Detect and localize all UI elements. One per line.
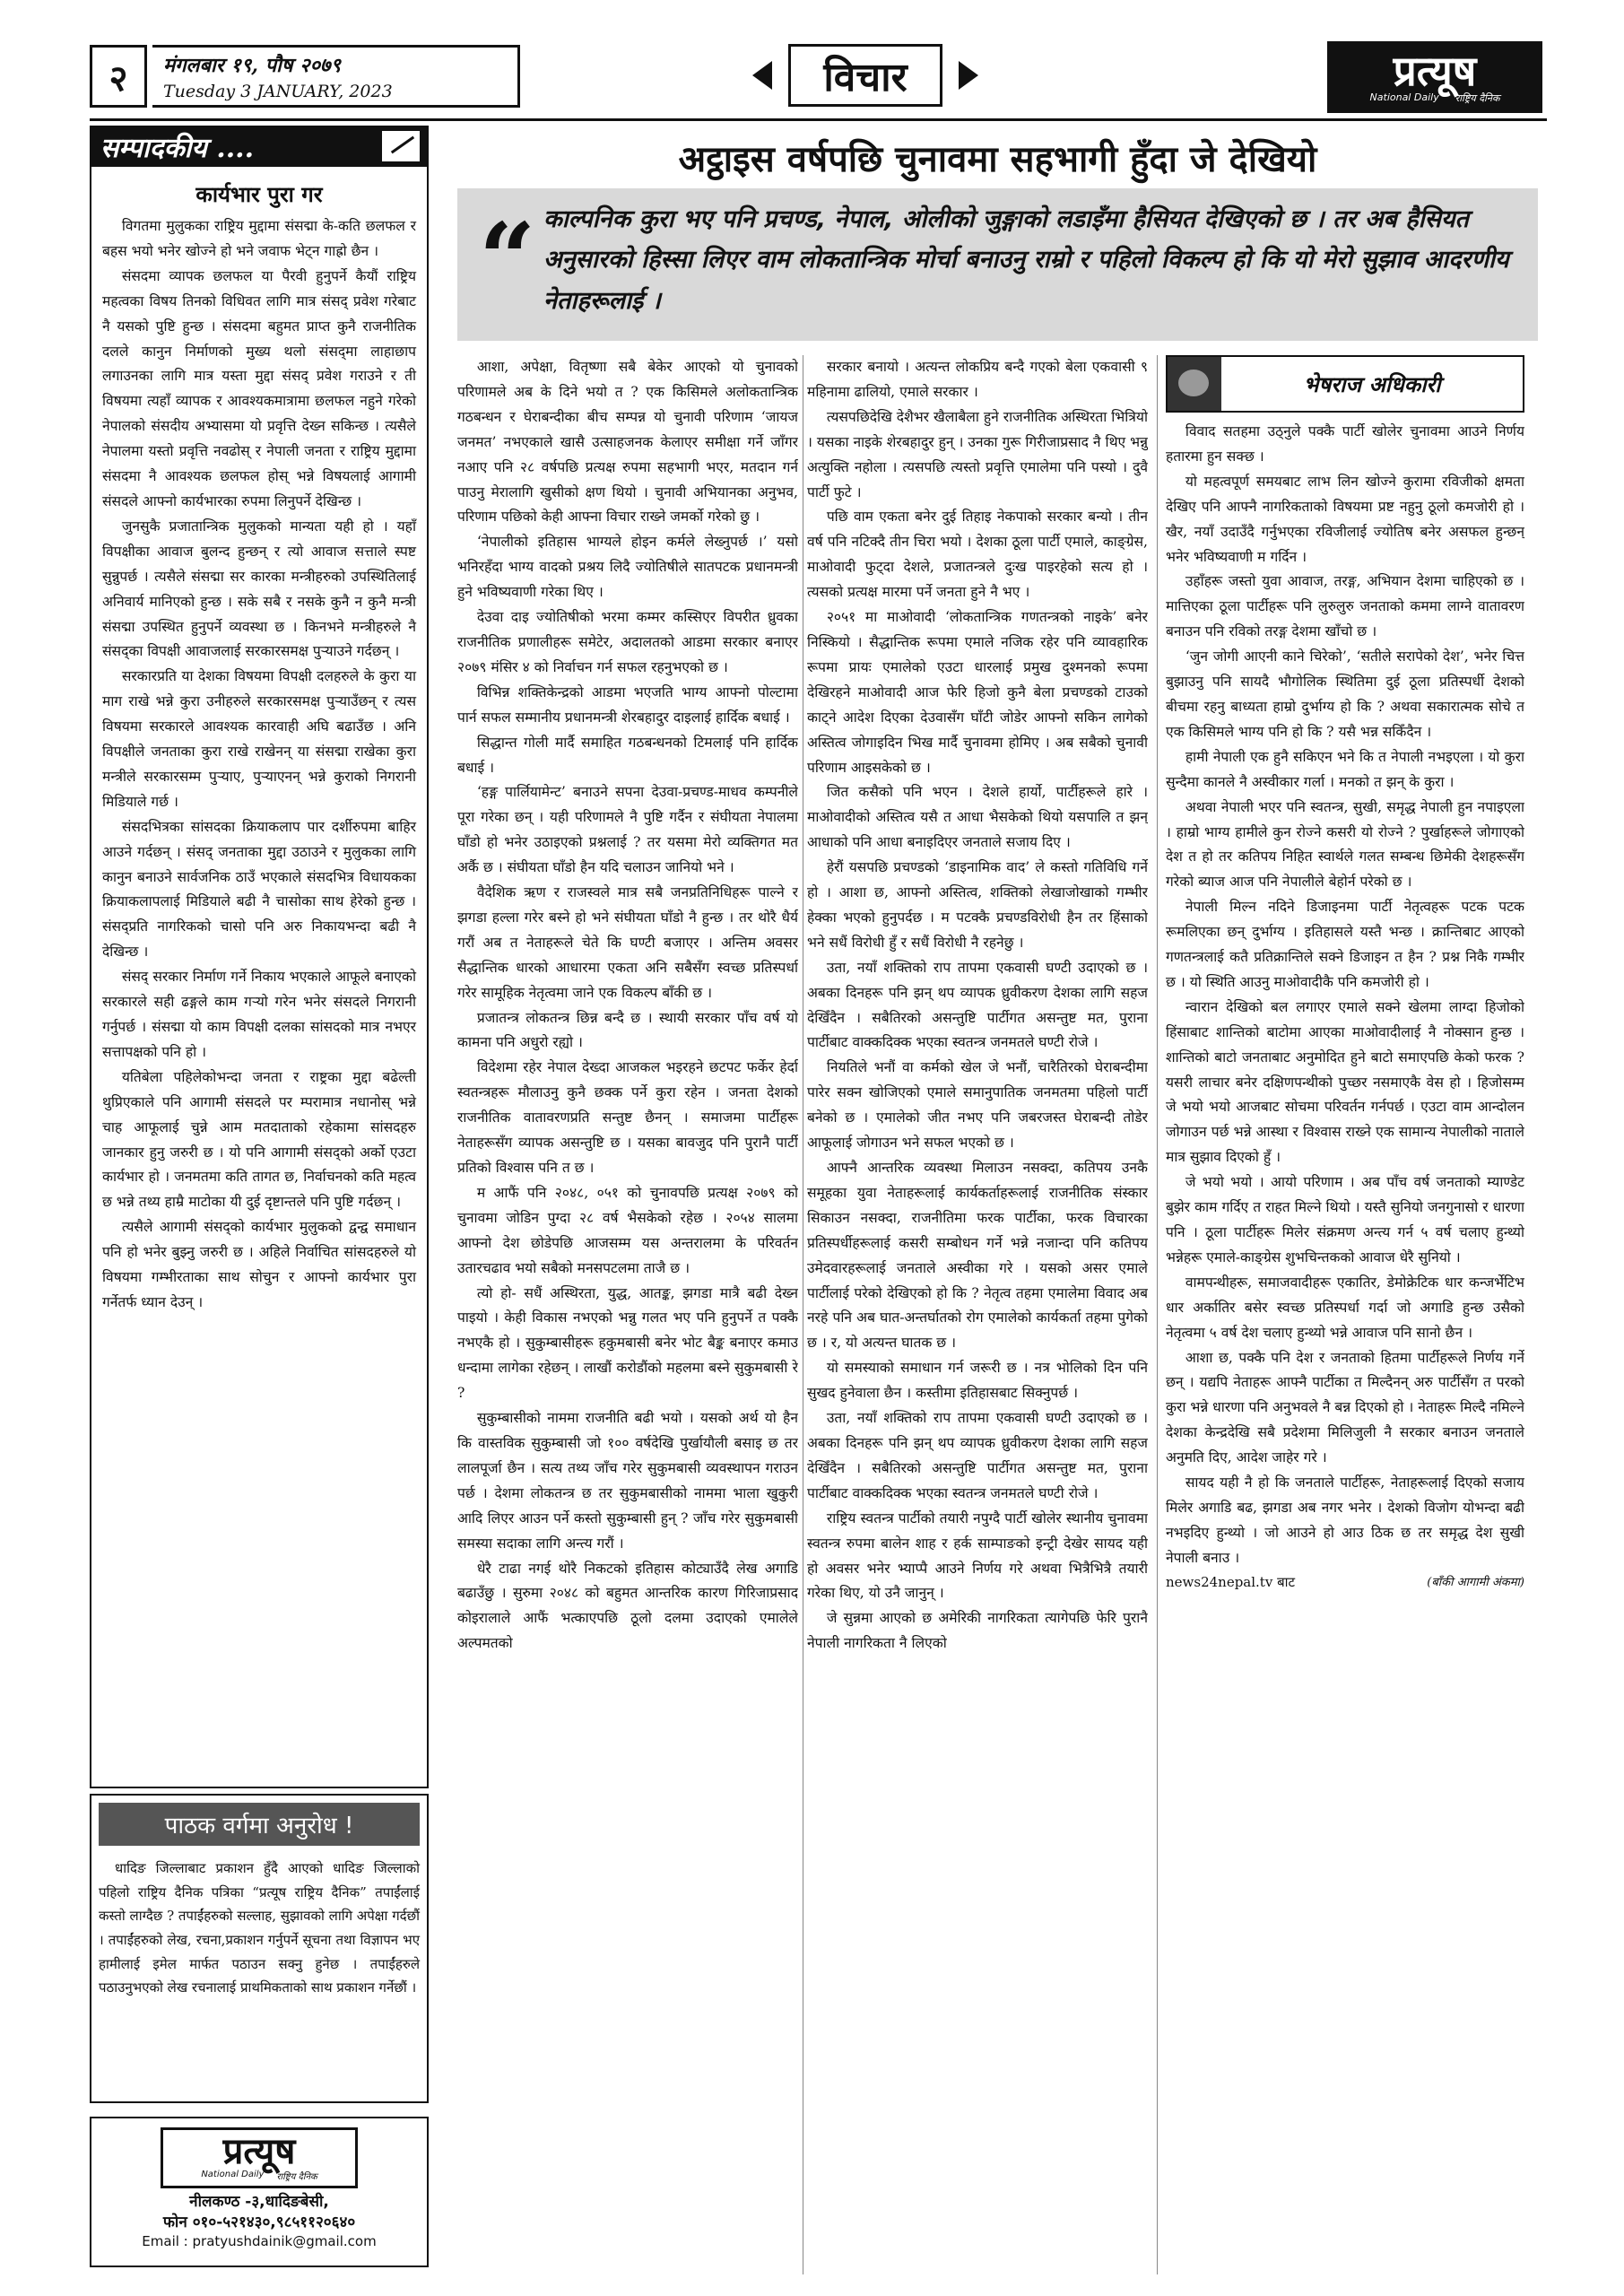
article-paragraph: जित कसैको पनि भएन । देशले हार्यो, पार्टीहरूले हारे । माओवादीको अस्तित्व यसै त आधा भैसकेको थियो यसपालि त झन् आधाको पनि आधा बनाइदिएर जनताले सजाय दिए । bbox=[807, 784, 1148, 851]
article-paragraph: विभिन्न शक्तिकेन्द्रको आडमा भएजति भाग्य आफ्नो पोल्टामा पार्न सफल सम्मानीय प्रधानमन्त्री शेरबहादुर दाइलाई हार्दिक बधाई । bbox=[457, 683, 798, 726]
editorial-paragraph: त्यसैले आगामी संसद्को कार्यभार मुलुकको द्वन्द्व समाधान पनि हो भनेर बुझ्नु जरुरी छ । अहिले निर्वाचित सांसदहरुले यो विषयमा गम्भीरताका साथ सोचुन र आफ्नो कार्यभार पुरा गर्नेतर्फ ध्यान देउन् । bbox=[102, 1219, 416, 1310]
editorial-paragraph: संसद् सरकार निर्माण गर्ने निकाय भएकाले आफूले बनाएको सरकारले सही ढङ्गले काम गऱ्यो गरेन भनेर संसदले निगरानी गर्नुपर्छ । संसद्मा यो काम विपक्षी दलका सांसदको मात्र नभएर सत्तापक्षको पनि हो । bbox=[102, 969, 416, 1060]
editorial-paragraph: जुनसुकै प्रजातान्त्रिक मुलुकको मान्यता यही हो । यहाँ विपक्षीका आवाज बुलन्द हुन्छन् र त्यो आवाज सत्ताले स्पष्ट सुन्नुपर्छ । त्यसैले संसद्मा सर कारका मन्त्रीहरुको उपस्थितिलाई अनिवार्य मानिएको हुन्छ । सके सबै र नसके कुनै न कुनै मन्त्री संसद्मा उपस्थित हुनुपर्ने व्यवस्था छ । किनभने मन्त्रीहरुले नै संसद्‌का विपक्षी आवाजलाई सरकारसमक्ष पुऱ्याउने गर्दछन् । bbox=[102, 517, 416, 660]
editorial-banner bbox=[90, 126, 429, 167]
article-paragraph: त्यो हो- सधैं अस्थिरता, युद्ध, आतङ्क, झगडा मात्रै बढी देख्न पाइयो । केही विकास नभएको भन्नु गलत भए पनि हुनुपर्ने त पक्कै नभएकै हो । सुकुम्बासीहरू हकुमबासी बनेर भोट बैङ्क बनाएर कमाउ धन्दामा लागेका रहेछन् । लाखौं करोडौंको महलमा बस्ने सुकुमबासी रे ? bbox=[457, 1284, 798, 1402]
date-nepali: मंगलबार १९, पौष २०७९ bbox=[163, 54, 341, 77]
editorial-paragraph: संसदमा व्यापक छलफल या पैरवी हुनुपर्ने कैयौं राष्ट्रिय महत्वका विषय तिनको विधिवत लागि मात्र संसद् प्रवेश गरेबाट नै यसको पुष्टि हुन्छ । संसदमा बहुमत प्राप्त कुनै राजनीतिक दलले कानुन निर्माणको मुख्य थलो संसद्‌मा लाहाछाप लगाउनका लागि मात्र यस्ता मुद्दा संसद् प्रवेश गराउने र ती विषयमा त्यहाँ व्यापक र आवश्यकमात्रामा छलफल नहुने गरेको नेपालको संसदीय अभ्यासमा यो प्रवृत्ति देख्न सकिन्छ । त्यसैले नेपालमा यस्तो प्रवृत्ति नवढोस् र नेपाली जनता र राष्ट्रिय मुद्दामा संसदमा नै आवश्यक छलफल होस् भन्ने विषयलाई आगामी संसदले आफ्नो कार्यभारका रुपमा लिनुपर्ने देखिन्छ । bbox=[102, 267, 416, 509]
article-paragraph: यो महत्वपूर्ण समयबाट लाभ लिन खोज्ने कुरामा रविजीको क्षमता देखिए पनि आफ्नै नागरिकताको विषयमा प्रष्ट नहुनु ठूलो कमजोरी हो । खैर, नयाँ उदाउँदै गर्नुभएका रविजीलाई ज्योतिष बनेर असफल हुन्छन् भनेर भविष्यवाणी म गर्दिन । bbox=[1166, 473, 1524, 565]
footer-logo-sub-en: National Daily bbox=[201, 2170, 265, 2179]
editorial-box bbox=[90, 167, 429, 1788]
article-paragraph: यो समस्याको समाधान गर्न जरूरी छ । नत्र भोलिको दिन पनि सुखद हुनेवाला छैन । कस्तीमा इतिहासबाट सिक्नुपर्छ । bbox=[807, 1360, 1148, 1402]
publisher-address: नीलकण्ठ -३,धादिङबेसी, bbox=[189, 2193, 329, 2211]
column-divider bbox=[1157, 355, 1158, 2274]
article-paragraph: आफ्नै आन्तरिक व्यवस्था मिलाउन नसक्दा, कतिपय उनकै समूहका युवा नेताहरूलाई कार्यकर्ताहरूलाई राजनीतिक संस्कार सिकाउन नसक्दा, राजनीतिमा फरक पार्टीका, फरक विचारका प्रतिस्पर्धीहरूलाई कसरी सम्बोधन गर्ने भन्ने नजान्दा पनि कतिपय उमेदवारहरूलाई जनताले अस्वीका गरे । यसको असर एमाले पार्टीलाई परेको देखिएको हो कि ? नेतृत्व तहमा एमालेमा विवाद अब नरहे पनि अब घात-अन्तर्घातको रोग एमालेको कार्यकर्ता तहमा पुगेको छ । र, यो अत्यन्त घातक छ । bbox=[807, 1160, 1148, 1352]
publisher-phone: फोन ०१०-५२१४३०,९८५११२०६४० bbox=[162, 2213, 356, 2231]
footer-logo-subtitle bbox=[201, 2170, 317, 2182]
article-paragraph: हामी नेपाली एक हुनै सकिएन भने कि त नेपाली नभइएला । यो कुरा सुन्दैमा कानले नै अस्वीकार गर्ला । मनको त झन् के कुरा । bbox=[1166, 748, 1524, 790]
article-paragraph: देउवा दाइ ज्योतिषीको भरमा कम्मर कस्सिएर विपरीत ध्रुवका राजनीतिक प्रणालीहरू समेटेर, अदालतको आडमा सरकार बनाएर २०७९ मंसिर ४ को निर्वाचन गर्न सफल रहनुभएको छ । bbox=[457, 609, 798, 675]
article-paragraph: प्रजातन्त्र लोकतन्त्र छिन्न बन्दै छ । स्थायी सरकार पाँच वर्ष यो कामना पनि अधुरो रह्यो । bbox=[457, 1009, 798, 1051]
footer-logo-name: प्रत्यूष bbox=[222, 2131, 296, 2172]
article-paragraph: आशा छ, पक्कै पनि देश र जनताको हितमा पार्टीहरूले निर्णय गर्ने छन् । यद्यपि नेताहरू आफ्नै पार्टीका त मिल्दैनन् अरु पार्टीसँग त परको कुरा भन्ने धारणा पनि अनुभवले नै बन्न दिएको हो । नेताहरू मिल्दै नमिल्ने देशका केन्द्रदेखि सबै प्रदेशमा मिलिजुली नै सरकार बनाउन जनताले अनुमति दिए, आदेश जाहेर गरे । bbox=[1166, 1349, 1524, 1466]
article-paragraph: धेरै टाढा नगई थोरै निकटको इतिहास कोट्याउँदै लेख अगाडि बढाउँछु । सुरुमा २०४८ को बहुमत आन्तरिक कारण गिरिजाप्रसाद कोइरालाले आफैं भत्काएपछि ठूलो दलमा उदाएको एमालेले अल्पमतको bbox=[457, 1560, 798, 1652]
article-paragraph: पछि वाम एकता बनेर दुई तिहाइ नेकपाको सरकार बन्यो । तीन वर्ष पनि नटिक्दै तीन चिरा भयो । देशका ठूला पार्टी एमाले, काङ्ग्रेस, माओवादी फुट्दा देशले, प्रजातन्त्रले दुःख पाइरहेको सत्य हो । त्यसको प्रत्यक्ष मारमा पर्ने जनता हुने नै भए । bbox=[807, 509, 1148, 601]
article-paragraph: म आफैं पनि २०४८, ०५१ को चुनावपछि प्रत्यक्ष २०७९ को चुनावमा जोडिन पुग्दा २८ वर्ष भैसकेको रहेछ । २०५४ सालमा आफ्नो देश छोडेपछि आजसम्म यस अन्तरालमा के परिवर्तन उतारचढाव भयो सबैको मनसपटलमा ताजै छ । bbox=[457, 1184, 798, 1276]
article-paragraph: उहाँहरू जस्तो युवा आवाज, तरङ्ग, अभियान देशमा चाहिएको छ । मात्तिएका ठूला पार्टीहरू पनि लुरुलुरु जनताको कममा लाग्ने वातावरण बनाउन पनि रविको तरङ्ग देशमा खाँचो छ । bbox=[1166, 573, 1524, 640]
date-english: Tuesday 3 JANUARY, 2023 bbox=[163, 82, 393, 101]
editorial-paragraph: संसदभित्रका सांसदका क्रियाकलाप पार दर्शीरुपमा बाहिर आउने गर्दछन् । संसद् जनताका मुद्दा उठाउने र मुलुकका लागि कानुन बनाउने सार्वजनिक ठाउँ भएकाले संसदभित्र विधायकका क्रियाकलापलाई मिडियाले बढी नै चासोका साथ हेरेको हुन्छ । संसद्प्रति नागरिकको चासो पनि अरु निकायभन्दा बढी नै देखिन्छ । bbox=[102, 818, 416, 961]
editorial-banner-label: सम्पादकीय .... bbox=[100, 132, 255, 164]
pull-quote-text: काल्पनिक कुरा भए पनि प्रचण्ड, नेपाल, ओलीको जुङ्गाको लडाइँमा हैसियत देखिएको छ । तर अब हैसियत अनुसारको हिस्सा लिएर वाम लोकतान्त्रिक मोर्चा बनाउनु राम्रो र पहिलो विकल्प हो कि यो मेरो सुझाव आदरणीय नेताहरूलाई । bbox=[543, 205, 1509, 315]
article-paragraph: विदेशमा रहेर नेपाल देख्दा आजकल भइरहने छटपट फर्केर हेर्दा स्वतन्त्रहरू मौलाउनु कुनै छक्क पर्ने कुरा रहेन । जनता देशको राजनीतिक वातावरणप्रति सन्तुष्ट छैनन् । समाजमा पार्टीहरू नेताहरूसँग व्यापक असन्तुष्टि छ । यसका बावजुद पनि पुरानै पार्टी प्रतिको विश्वास पनि त छ । bbox=[457, 1059, 798, 1176]
logo-subtitle bbox=[1370, 91, 1500, 105]
article-paragraph: सरकार बनायो । अत्यन्त लोकप्रिय बन्दै गएको बेला एकवासी ९ महिनामा ढालियो, एमाले सरकार । bbox=[807, 359, 1148, 400]
date-block bbox=[152, 45, 520, 108]
pen-icon bbox=[382, 131, 420, 161]
editorial-paragraph: विगतमा मुलुकका राष्ट्रिय मुद्दामा संसद्मा के-कति छलफल र बहस भयो भनेर खोज्ने हो भने जवाफ भेट्न गाह्रो छैन । bbox=[102, 218, 416, 259]
publisher-email: Email : pratyushdainik@gmail.com bbox=[142, 2232, 377, 2249]
author-name: भेषराज अधिकारी bbox=[1303, 370, 1441, 397]
left-arrow-icon bbox=[752, 61, 772, 90]
article-paragraph: हेरौं यसपछि प्रचण्डको ‘डाइनामिक वाद’ ले कस्तो गतिविधि गर्ने हो । आशा छ, आफ्नो अस्तित्व, शक्तिको लेखाजोखाको गम्भीर हेक्का भएको हुनुपर्दछ । म पटक्कै प्रचण्डविरोधी हैन तर हिंसाको भने सधैं विरोधी हुँ र सधैं विरोधी नै रहनेछु । bbox=[807, 859, 1148, 951]
page-header bbox=[90, 36, 1547, 118]
logo-name: प्रत्यूष bbox=[1393, 46, 1477, 95]
article-column-3 bbox=[1166, 355, 1524, 2274]
author-photo bbox=[1168, 357, 1221, 411]
article-paragraph: जे भयो भयो । आयो परिणाम । अब पाँच वर्ष जनताको म्याण्डेट बुझेर काम गर्दिए त राहत मिल्ने थियो । यस्तै सुनियो जनगुनासो र धारणा पनि । ठूला पार्टीहरू मिलेर संक्रमण अन्त्य गर्न ५ वर्ष चलाए हुन्थ्यो भन्नेहरू एमाले-काङ्ग्रेस शुभचिन्तकको आवाज धेरै सुनियो । bbox=[1166, 1174, 1524, 1265]
article-paragraph: उता, नयाँ शक्तिको राप तापमा एकवासी घण्टी उदाएको छ । अबका दिनहरू पनि झन् थप व्यापक ध्रुवीकरण देशका लागि सहज देखिँदैन । सबैतिरको असन्तुष्टि पार्टीगत असन्तुष्ट मत, पुराना पार्टीबाट वाक्कदिक्क भएका स्वतन्त्र जनमतले घण्टी रोजे । bbox=[807, 1410, 1148, 1501]
logo-sub-en: National Daily bbox=[1369, 91, 1439, 103]
article-paragraph: ‘जुन जोगी आएनी काने चिरेको’, ‘सतीले सरापेको देश’, भनेर चित्त बुझाउनु पनि सायदै भौगोलिक स्थितिमा दुई ठूला प्रतिस्पर्धी देशको बीचमा रहनु बाध्यता हाम्रो दुर्भाग्य हो कि ? अथवा सकारात्मक सोचे त एक किसिमले भाग्य पनि हो कि ? यसै भन्न सकिँदैन । bbox=[1166, 648, 1524, 740]
publisher-info bbox=[90, 2117, 429, 2267]
article-paragraph: विवाद सतहमा उठ्नुले पक्कै पार्टी खोलेर चुनावमा आउने निर्णय हतारमा हुन सक्छ । bbox=[1166, 423, 1524, 465]
right-arrow-icon bbox=[959, 61, 978, 90]
editorial-paragraph: सरकारप्रति या देशका विषयमा विपक्षी दलहरुले के कुरा या माग राखे भन्ने कुरा उनीहरुले सरकारसमक्ष पुऱ्याउँछन् र त्यस विषयमा सरकारले आवश्यक कारवाही अघि बढाउँछ । अनि विपक्षीले जनताका कुरा राखे राखेनन् या संसद्मा राखेका कुरा मन्त्रीले सरकारसम्म पुऱ्याए, पुऱ्याएनन् भन्ने कुराको निगरानी मिडियाले गर्छ । bbox=[102, 668, 416, 810]
article-paragraph: वैदेशिक ऋण र राजस्वले मात्र सबै जनप्रतिनिधिहरू पाल्ने र झगडा हल्ला गरेर बस्ने हो भने संघीयता घाँडो नै हुन्छ । तर थोरै धैर्य गरौं अब त नेताहरूले चेते कि घण्टी बजाएर । अन्तिम अवसर सैद्धान्तिक धारको आधारमा एकता अनि सबैसँग स्वच्छ प्रतिस्पर्धा गरेर सामूहिक नेतृत्वमा जाने एक विकल्प बाँकी छ । bbox=[457, 884, 798, 1001]
reader-notice bbox=[90, 1794, 429, 2103]
article-paragraph: जे सुन्नमा आएको छ अमेरिकी नागरिकता त्यागेपछि फेरि पुरानै नेपाली नागरिकता नै लिएको bbox=[807, 1610, 1148, 1652]
article-column-1 bbox=[457, 355, 798, 2274]
article-paragraph: नियतिले भनौं वा कर्मको खेल जे भनौं, चारैतिरको घेराबन्दीमा पारेर सक्न खोजिएको एमाले समानुपातिक जनमतमा पहिलो पार्टी बनेको छ । एमालेको जीत नभए पनि जबरजस्त घेराबन्दी तोडेर आफूलाई जोगाउन भने सफल भएको छ । bbox=[807, 1059, 1148, 1152]
author-box bbox=[1166, 355, 1524, 413]
header-divider bbox=[90, 118, 1547, 121]
article-paragraph: त्यसपछिदेखि देशैभर खैलाबैला हुने राजनीतिक अस्थिरता भित्रियो । यसका नाइके शेरबहादुर हुन् । उनका गुरू गिरीजाप्रसाद नै थिए भन्नु अत्युक्ति नहोला । त्यसपछि त्यस्तो प्रवृत्ति एमालेमा पनि पस्यो । दुवै पार्टी फुटे । bbox=[807, 408, 1148, 500]
footer-logo-sub-np: राष्ट्रिय दैनिक bbox=[276, 2172, 317, 2182]
pull-quote bbox=[457, 188, 1538, 341]
article-paragraph: वामपन्थीहरू, समाजवादीहरू एकातिर, डेमोक्रेटिक धार कन्जर्भेटिभ धार अर्कातिर बसेर स्वच्छ प्रतिस्पर्धा गर्दा जो अगाडि हुन्छ उसैको नेतृत्वमा ५ वर्ष देश चलाए हुन्थ्यो भन्ने आवाज पनि सानो छैन । bbox=[1166, 1274, 1524, 1341]
logo-sub-np: राष्ट्रिय दैनिक bbox=[1455, 91, 1500, 104]
article-paragraph: ‘नेपालीको इतिहास भाग्यले होइन कर्मले लेख्नुपर्छ ।’ यसो भनिरहँदा भाग्य वादको प्रश्रय लिदै ज्योतिषीले सातपटक प्रधानमन्त्री हुने भविष्यवाणी गरेका थिए । bbox=[457, 534, 798, 601]
article-paragraph: राष्ट्रिय स्वतन्त्र पार्टीको तयारी नपुग्दै पार्टी खोलेर स्थानीय चुनावमा स्वतन्त्र रुपमा बालेन शाह र हर्क साम्पाङको इन्ट्री देखेर सायद यही हो अवसर भनेर भ्याप्पै आउने निर्णय गरे अथवा भित्रैभित्रै तयारी गरेका थिए, यो उनै जानुन् । bbox=[807, 1509, 1148, 1602]
article-paragraph: सिद्धान्त गोली मार्दै समाहित गठबन्धनको टिमलाई पनि हार्दिक बधाई । bbox=[457, 734, 798, 776]
article-paragraph: सुकुम्बासीको नाममा राजनीति बढी भयो । यसको अर्थ यो हैन कि वास्तविक सुकुम्बासी जो १०० वर्षदेखि पुर्खायौली बसाइ छ तर लालपूर्जा छैन । सत्य तथ्य जाँच गरेर सुकुमबासी व्यवस्थापन गराउन पर्छ । देशमा लोकतन्त्र छ तर सुकुमबासीको नाममा भाला खुकुरी आदि लिएर आउन पर्ने कस्तो सुकुम्बासी हुन् ? जाँच गरेर सुकुमबासी समस्या सदाका लागि अन्त्य गरौं । bbox=[457, 1410, 798, 1552]
editorial-section bbox=[90, 126, 429, 1788]
article-paragraph: नेपाली मिल्न नदिने डिजाइनमा पार्टी नेतृत्वहरू पटक पटक रूमलिएका छन् दुर्भाग्य । इतिहासले यस्तै भन्छ । क्रान्तिबाट आएको गणतन्त्रलाई कतै प्रतिक्रान्तिले सक्ने डिजाइन त हैन ? प्रश्न निकै गम्भीर छ । यो स्थिति आउनु माओवादीकै पनि कमजोरी हो । bbox=[1166, 899, 1524, 990]
article-headline: अट्ठाइस वर्षपछि चुनावमा सहभागी हुँदा जे देखियो bbox=[678, 139, 1317, 180]
article-paragraph: सायद यही नै हो कि जनताले पार्टीहरू, नेताहरूलाई दिएको सजाय मिलेर अगाडि बढ, झगडा अब नगर भनेर । देशको विजोग योभन्दा बढी नभइदिए हुन्थ्यो । जो आउने हो आउ ठिक छ तर समृद्ध देश सुखी नेपाली बनाउ । bbox=[1166, 1474, 1524, 1566]
masthead-logo bbox=[1327, 41, 1542, 113]
article-paragraph: अथवा नेपाली भएर पनि स्वतन्त्र, सुखी, समृद्ध नेपाली हुन नपाइएला । हाम्रो भाग्य हामीले कुन रोज्ने कसरी यो रोज्ने ? पुर्खाहरूले जोगाएको देश त हो तर कतिपय निहित स्वार्थले गलत सम्बन्ध छिमेकी देशहरूसँग गरेको ब्याज आज पनि नेपालीले बेहोर्न परेको छ । bbox=[1166, 798, 1524, 891]
article-paragraph: २०५१ मा माओवादी ‘लोकतान्त्रिक गणतन्त्रको नाइके’ बनेर निस्कियो । सैद्धान्तिक रूपमा एमाले नजिक रहेर पनि व्यावहारिक रूपमा प्रायः एमालेको एउटा धारलाई प्रमुख दुश्मनको रूपमा देखिरहने माओवादी आज फेरि हिजो कुनै बेला प्रचण्डको टाउको काट्ने आदेश दिएका देउवासँग घाँटी जोडेर आफ्नो सकिन लागेको अस्तित्व जोगाइदिन भिख मार्दै चुनावमा होमिए । अब सबैको चुनावी परिणाम आइसकेको छ । bbox=[807, 609, 1148, 776]
article-column-2 bbox=[807, 355, 1148, 2274]
footer-logo bbox=[161, 2127, 358, 2188]
article-paragraph: न्वारान देखिको बल लगाएर एमाले सक्ने खेलमा लाग्दा हिजोको हिंसाबाट शान्तिको बाटोमा आएका माओवादीलाई नै नोक्सान हुन्छ । शान्तिको बाटो जनताबाट अनुमोदित हुने बाटो समाएपछि केको फरक ? यसरी लाचार बनेर दक्षिणपन्थीको पुच्छर नसमाएकै वेस हो । हिजोसम्म जे भयो भयो आजबाट सोचमा परिवर्तन गर्नपर्छ । एउटा वाम आन्दोलन जोगाउन पर्छ भन्ने आस्था र विश्वास राख्ने एक सामान्य नेपालीको नाताले मात्र सुझाव दिएको हुँ । bbox=[1166, 998, 1524, 1166]
article-paragraph: ‘हङ्ग पार्लियामेन्ट’ बनाउने सपना देउवा-प्रचण्ड-माधव कम्पनीले पूरा गरेका छन् । यही परिणामले नै पुष्टि गर्दैन र संघीयता नेपालमा घाँडो हो भनेर उठाइएको प्रश्नलाई ? तर यसमा मेरो व्यक्तिगत मत अर्कै छ । संघीयता घाँडो हैन यदि चलाउन जानियो भने । bbox=[457, 784, 798, 876]
page-number: २ bbox=[90, 45, 147, 108]
section-title: विचार bbox=[788, 44, 942, 107]
editorial-paragraph: यतिबेला पहिलेकोभन्दा जनता र राष्ट्रका मुद्दा बढेल्ती थुप्रिएकाले पनि आगामी संसदले पर म्परामात्र नधानोस् भन्ने चाह आफूलाई चुन्ने आम मतदाताको रहेकामा सांसदहरु जानकार हुनु जरुरी छ । यो पनि आगामी संसद्को अर्को एउटा कार्यभार हो । जनमतमा कति तागत छ, निर्वाचनको कति महत्व छ भन्ने तथ्य हाम्रै माटोका यी दुई दृष्टान्तले पनि पुष्टि गर्दछन् । bbox=[102, 1068, 416, 1211]
article-paragraph: उता, नयाँ शक्तिको राप तापमा एकवासी घण्टी उदाएको छ । अबका दिनहरू पनि झन् थप व्यापक ध्रुवीकरण देशका लागि सहज देखिँदैन । सबैतिरको असन्तुष्टि पार्टीगत असन्तुष्ट मत, पुराना पार्टीबाट वाक्कदिक्क भएका स्वतन्त्र जनमतले घण्टी रोजे । bbox=[807, 959, 1148, 1051]
quote-mark-icon: “ bbox=[479, 201, 536, 317]
reader-notice-text: धादिङ जिल्लाबाट प्रकाशन हुँदै आएको धादिङ जिल्लाको पहिलो राष्ट्रिय दैनिक पत्रिका “प्रत्यूष राष्ट्रिय दैनिक” तपाईंलाई कस्तो लाग्दैछ ? तपाईंहरुको सल्लाह, सुझावको लागि अपेक्षा गर्दछौं । तपाईंहरुको लेख, रचना,प्रकाशन गर्नुपर्ने सूचना तथा विज्ञापन भए हामीलाई इमेल मार्फत पठाउन सक्नु हुनेछ । तपाईंहरुले पठाउनुभएको लेख रचनालाई प्राथमिकताको साथ प्रकाशन गर्नेछौं । bbox=[99, 1860, 421, 1996]
reader-notice-title: पाठक वर्गमा अनुरोध ! bbox=[99, 1803, 420, 1846]
editorial-body bbox=[102, 214, 416, 1316]
editorial-title: कार्यभार पुरा गर bbox=[195, 182, 323, 207]
article-endnote bbox=[1166, 1573, 1524, 1591]
section-heading bbox=[677, 39, 1054, 111]
continued-note: (बाँकी आगामी अंकमा) bbox=[1427, 1575, 1524, 1589]
article-source: news24nepal.tv बाट bbox=[1166, 1573, 1296, 1590]
article-paragraph: आशा, अपेक्षा, वितृष्णा सबै बेकेर आएको यो चुनावको परिणामले अब के दिने भयो त ? एक किसिमले अलोकतान्त्रिक गठबन्धन र घेराबन्दीका बीच सम्पन्न यो चुनावी परिणाम ‘जायज जनमत’ नभएकाले खासै उत्साहजनक केलाएर समीक्षा गर्ने जाँगर नआए पनि २८ वर्षपछि प्रत्यक्ष रुपमा सहभागी भएर, मतदान गर्न पाउनु मेरालागि खुसीको क्षण थियो । चुनावी अभियानका अनुभव, परिणाम पछिको केही आफ्ना विचार राख्ने जमर्को गरेको छु । bbox=[457, 359, 798, 526]
